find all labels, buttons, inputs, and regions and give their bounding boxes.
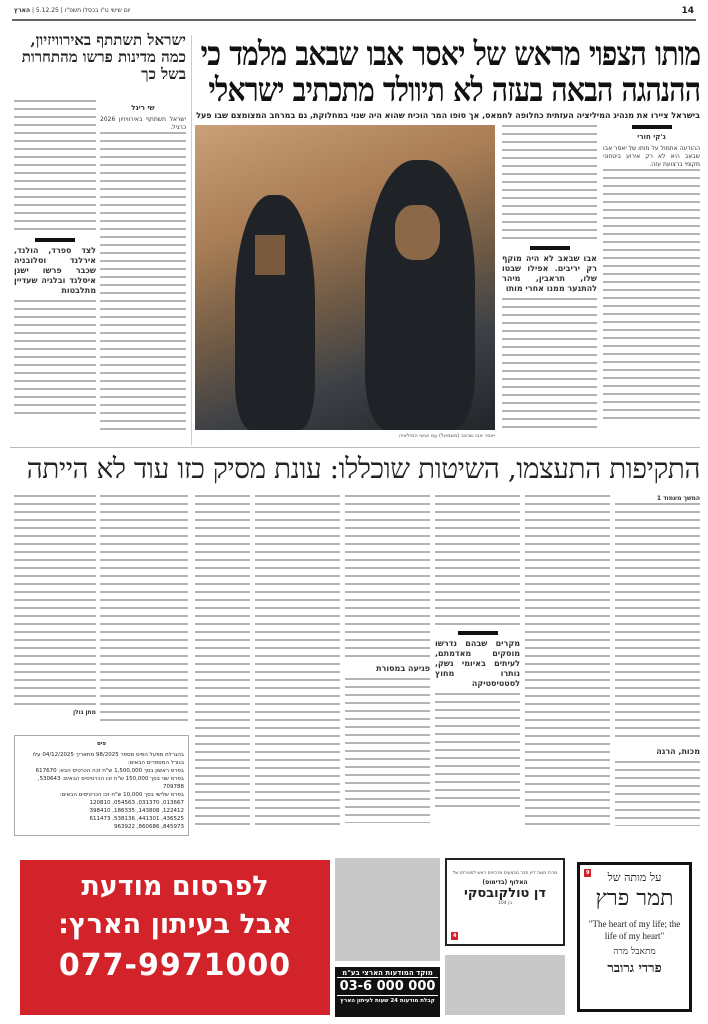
story2-col-1 (615, 495, 700, 826)
sidebar-lead: ישראל תשתתף באירוויזיון 2026 כרגיל. (100, 116, 186, 131)
ad-center-box (335, 967, 440, 1017)
date-hebrew: יום שישי ט"ו בכסלו תשפ"ו (64, 7, 131, 14)
photo-caption: יאסר אבו שבאב (משמאל) עם אנשי המיליציה (398, 433, 495, 439)
lottery-line: 013667, 031370, 054563, 120810 (89, 800, 184, 806)
story2-byline: מתן גולן (72, 709, 96, 716)
story2-col-2 (525, 495, 610, 825)
lottery-line: בפרס ראשון בסך 1,500,000 ש"ח זכה הכרטיס הבא: 617670 (35, 768, 184, 774)
page-number: 14 (681, 6, 694, 16)
obituary-tolkowsky (445, 858, 565, 946)
dateline: יום שישי ט"ו בכסלו תשפ"ו | 5.12.25 | הארץ (14, 7, 131, 14)
text-body (14, 495, 96, 705)
blank-ad-slot (335, 858, 440, 961)
story2-subhead-2: פגיעה במסורת (376, 664, 430, 673)
text-body (502, 125, 597, 240)
main-photo (195, 125, 495, 430)
ad-center-note: קבלת מודעות 24 שעות לעיתון הארץ (340, 998, 435, 1004)
second-headline-box (10, 452, 700, 488)
sidebar-byline: שי ריגל (131, 104, 155, 112)
divider (191, 35, 192, 445)
tamar-name: תמר פרץ (595, 886, 674, 911)
ad-center-title: מוקד המודעות הארצי בע"מ (337, 969, 438, 978)
lottery-line: 122412, 143808, 186335, 398410 (89, 808, 184, 814)
sidebar-col-2 (14, 100, 96, 420)
story2-col-6 (195, 495, 250, 825)
text-body (525, 495, 610, 825)
lottery-text: בהגרלת מפעל הפיס מספר 98/2025 מתאריך 04/12/2025 עלו בגורל המספרים הבאים: (32, 752, 184, 766)
text-body (345, 678, 430, 823)
lottery-line: בפרס שני בסך 150,000 ש"ח זכו הכרטיסים הבאים: 530643, 709788 (37, 776, 184, 790)
ad-line-1: לפרסום מודעת (81, 871, 269, 902)
tamar-line1: על מותה של (607, 871, 662, 884)
story2-subhead-1: מקרים שבהם נדרשו מוסקים מאדמתם, לעיתים באיומי נשק, נותרו מחוץ לסטטיסטיקה (435, 639, 520, 688)
story2-subhead-3: מכות, הרגה (656, 747, 700, 756)
main-headline-box (195, 36, 700, 108)
lottery-box (14, 735, 189, 836)
story2-col-8 (14, 495, 96, 717)
story2-col-4 (345, 495, 430, 823)
ad-phone: 077-9971000 (58, 948, 292, 983)
obituary-ad-banner (20, 860, 330, 1015)
tamar-from: פרדי גרובר (607, 961, 662, 976)
text-body (435, 495, 520, 625)
text-body (100, 495, 188, 725)
section-divider (10, 447, 700, 448)
main-lead: ההודעה אתמול על מותו של יאסר אבו שבאב היא לא רק אירוע ביטחוני מקומי ברצועת עזה. (603, 145, 700, 168)
text-body (435, 693, 520, 813)
text-body (615, 761, 700, 826)
ad-center-phone: 03-6 000 000 (337, 978, 438, 996)
obit-tag: 4 (453, 933, 457, 939)
obit-intro: מרכז משה דיין חבר מבצעים מרכינים ראש לפטירתו של (452, 871, 558, 876)
sidebar-col-1 (100, 100, 186, 432)
lottery-line: 845973, 860686, 963922 (114, 824, 184, 830)
paper-name: הארץ (14, 7, 31, 14)
sidebar-headline: ישראל תשתתף באירוויזיון, כמה מדינות פרשו מהתחרות בשל כך (21, 31, 186, 83)
main-deck: בישראל ציירו את מנהיג המיליציה העזתית כחלופה לחמאס, אך סופו המר הוכיח שהוא היה שנוי במחלוקת, גם במרחב המצומצם שבו פעל (196, 111, 700, 120)
obituary-tamar-peretz (577, 862, 692, 1012)
text-body (14, 100, 96, 230)
text-body (345, 495, 430, 660)
main-headline: מותו הצפוי מראש של יאסר אבו שבאב מלמד כי ההנהגה הבאה בעזה לא תיוולד מתכתיב ישראלי (200, 34, 700, 109)
date: 5.12.25 (35, 7, 59, 14)
main-col-2 (502, 125, 597, 428)
ad-line-2: אבל בעיתון הארץ: (58, 909, 292, 940)
main-subhead: אבו שבאב לא היה מוקף רק יריבים. אפילו שבטו שלו, תראבין, מיהר להתנער ממנו אחרי מותו (502, 254, 597, 293)
story2-col-7 (100, 495, 188, 725)
header-rule (12, 19, 696, 21)
obit-age: בן 104 (498, 901, 512, 906)
obit-title: האלוף (בדימוס) (482, 879, 528, 886)
tamar-tag: 9 (586, 870, 590, 876)
lottery-title: פיס (97, 741, 106, 747)
story2-col-3 (435, 495, 520, 813)
lottery-line: 436525, 441301, 538136, 611473 (89, 816, 184, 822)
text-body (615, 503, 700, 743)
continued-label: המשך מעמוד 1 (656, 495, 700, 502)
blank-ad-slot (445, 955, 565, 1015)
main-col-1 (603, 125, 700, 419)
main-byline: ג'קי חורי (637, 133, 666, 141)
tamar-quote: "The heart of my life; the life of my heart" (588, 919, 681, 941)
text-body (195, 495, 250, 825)
obit-name: דן טולקובסקי (464, 886, 546, 901)
lottery-line: בפרס שלישי בסך 10,000 ש"ח זכו הכרטיסים הבאים: (59, 792, 184, 798)
text-body (255, 495, 340, 825)
story2-col-5 (255, 495, 340, 825)
text-body (502, 298, 597, 428)
text-body (100, 132, 186, 432)
tamar-mourns: מתאבל מרה (613, 947, 656, 957)
second-headline: התקיפות התעצמו, השיטות שוכללו: עונת מסיק כזו עוד לא הייתה (26, 452, 700, 485)
text-body (603, 169, 700, 419)
sidebar-subhead: לצד ספרד, הולנד, אירלנד וסלובניה שכבר פרשו ישנן איסלנד ובלגיה שעדיין מתלבטות (14, 246, 96, 295)
text-body (14, 300, 96, 420)
